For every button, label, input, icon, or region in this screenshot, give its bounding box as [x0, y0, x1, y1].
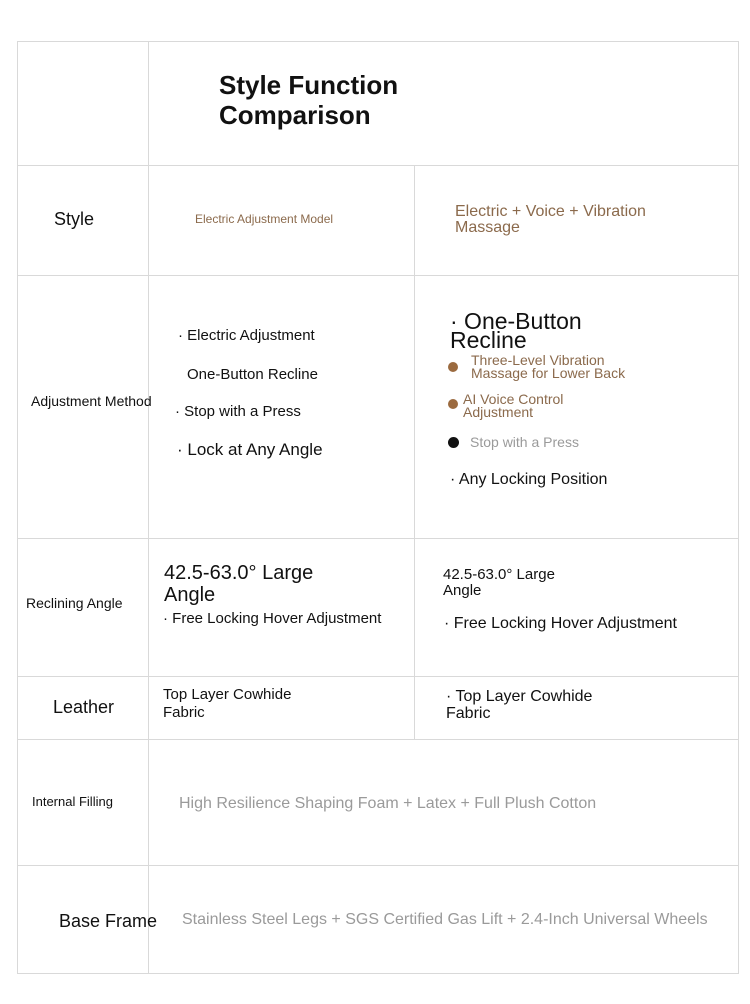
row-label-style: Style [54, 209, 95, 229]
row-divider [17, 165, 739, 166]
adjustment-model-1-item: · Stop with a Press [175, 403, 301, 420]
adjustment-model-2-item-1-line-2: Massage for Lower Back [471, 365, 626, 381]
reclining-model-2-note: · Free Locking Hover Adjustment [444, 615, 677, 632]
reclining-model-2-line-2: Angle [443, 582, 482, 599]
adjustment-model-2-item-1-line-1: Three-Level Vibration [471, 352, 605, 368]
reclining-model-1-line-1: 42.5-63.0° Large [164, 562, 314, 584]
leather-model-1-line-2: Fabric [163, 704, 205, 721]
model-column-divider [414, 165, 415, 739]
reclining-model-1-line-2: Angle [164, 584, 216, 606]
table-border-bottom [17, 973, 739, 974]
adjustment-model-2-heading-line-1: · One-Button [450, 308, 582, 334]
adjustment-model-2-item-3: Stop with a Press [470, 434, 579, 450]
adjustment-model-2-item-2-line-1: AI Voice Control [463, 391, 564, 407]
adjustment-model-1-item: · Electric Adjustment [178, 327, 315, 344]
bullet-dot-icon [448, 437, 459, 448]
style-value-model-2-line-2: Massage [455, 219, 520, 236]
leather-model-2-line-2: Fabric [446, 705, 491, 722]
title-line-1: Style Function [219, 70, 399, 100]
row-label-reclining-angle: Reclining Angle [26, 595, 123, 611]
bullet-dot-icon [448, 362, 458, 372]
adjustment-model-1-item: One-Button Recline [187, 366, 318, 383]
table-border-left [17, 41, 18, 974]
adjustment-model-2-item-4: · Any Locking Position [450, 471, 608, 488]
adjustment-model-2-item-2-line-2: Adjustment [463, 404, 534, 420]
reclining-model-2-line-1: 42.5-63.0° Large [443, 566, 555, 583]
table-border-top [17, 41, 739, 42]
row-label-internal-filling: Internal Filling [32, 794, 113, 809]
style-value-model-1: Electric Adjustment Model [195, 212, 334, 226]
title-line-2: Comparison [219, 100, 371, 130]
row-label-base-frame: Base Frame [59, 911, 158, 931]
row-divider [17, 739, 739, 740]
row-divider [17, 676, 739, 677]
adjustment-model-1-item: · Lock at Any Angle [177, 440, 323, 459]
reclining-model-1-note: · Free Locking Hover Adjustment [163, 610, 382, 627]
row-divider [17, 538, 739, 539]
leather-model-2-line-1: · Top Layer Cowhide [446, 688, 593, 705]
row-label-adjustment-method: Adjustment Method [31, 393, 152, 409]
label-column-divider [148, 41, 149, 974]
adjustment-model-2-heading-line-2: Recline [450, 327, 527, 353]
table-border-right [738, 41, 739, 974]
row-divider [17, 865, 739, 866]
bullet-dot-icon [448, 399, 458, 409]
style-value-model-2-line-1: Electric + Voice + Vibration [455, 203, 646, 220]
base-frame-value: Stainless Steel Legs + SGS Certified Gas Lift + 2.4-Inch Universal Wheels [182, 911, 708, 928]
internal-filling-value: High Resilience Shaping Foam + Latex + Full Plush Cotton [179, 795, 597, 812]
row-divider [17, 275, 739, 276]
row-label-leather: Leather [53, 697, 115, 717]
leather-model-1-line-1: Top Layer Cowhide [163, 686, 292, 703]
